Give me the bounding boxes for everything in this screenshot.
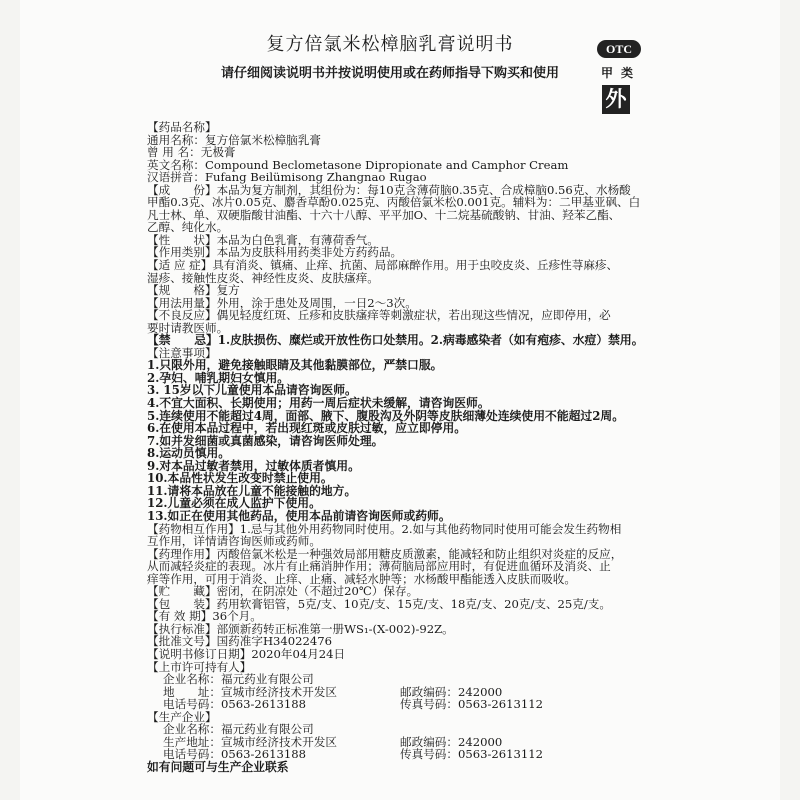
line-text: 生产地址：宣城市经济技术开发区 xyxy=(163,734,337,749)
line-text: 如有问题可与生产企业联系 xyxy=(147,759,289,774)
line-text: 【有 效 期】36个月。 xyxy=(147,609,262,624)
line-text: 11.请将本品放在儿童不能接触的地方。 xyxy=(147,483,357,498)
line-text: 7.如并发细菌或真菌感染，请咨询医师处理。 xyxy=(147,433,384,448)
line-text: 【生产企业】 xyxy=(147,709,217,724)
line-text: 【药品名称】 xyxy=(147,120,217,134)
line-text: 2.孕妇、哺乳期妇女慎用。 xyxy=(147,370,290,385)
line-text: 【禁 忌】1.皮肤损伤、糜烂或开放性伤口处禁用。2.病毒感染者（如有疱疹、水痘）禁用。 xyxy=(147,333,644,348)
line-text: 【说明书修订日期】2020年04月24日 xyxy=(147,646,346,661)
line-text: 英文名称：Compound Beclometasone Dipropionate and Camphor Cream xyxy=(147,157,569,172)
line-text: 乙醇、纯化水。 xyxy=(147,220,229,235)
line-text: 6.在使用本品过程中，若出现红斑或皮肤过敏，应立即停用。 xyxy=(147,421,467,436)
line-text: 8.运动员慎用。 xyxy=(147,446,231,461)
line-text: 地 址：宣城市经济技术开发区 xyxy=(163,684,337,699)
line-text: 【性 状】本品为白色乳膏，有薄荷香气。 xyxy=(147,232,379,247)
line-text: 电话号码：0563-2613188 xyxy=(163,747,307,762)
line-text: 企业名称：福元药业有限公司 xyxy=(163,672,314,687)
line-text: 【适 应 症】具有消炎、镇痛、止痒、抗菌、局部麻醉作用。用于虫咬皮炎、丘疹性荨麻疹、 xyxy=(147,258,619,273)
text-line xyxy=(147,698,667,711)
line-text: 企业名称：福元药业有限公司 xyxy=(163,722,314,737)
line-text: 电话号码：0563-2613188 xyxy=(163,697,307,712)
leaflet-page xyxy=(20,0,780,800)
line-text: 互作用，详情请咨询医师或药师。 xyxy=(147,534,321,549)
line-right-text: 邮政编码：242000 xyxy=(400,734,503,749)
line-text: 【药理作用】丙酸倍氯米松是一种强效局部用糖皮质激素，能减轻和防止组织对炎症的反应， xyxy=(147,546,623,561)
line-right-text: 传真号码：0563-2613112 xyxy=(400,697,544,712)
line-text: 【批准文号】国药准字H34022476 xyxy=(147,634,333,649)
line-text: 4.不宜大面积、长期使用；用药一周后症状未缓解，请咨询医师。 xyxy=(147,396,490,411)
otc-class-label: 甲类 xyxy=(600,66,641,80)
line-text: 【注意事项】 xyxy=(147,345,217,360)
text-line xyxy=(147,761,667,774)
line-text: 1.只限外用，避免接触眼睛及其他黏膜部位，严禁口服。 xyxy=(147,358,443,373)
line-text: 曾 用 名：无极膏 xyxy=(147,145,236,160)
line-text: 【成 份】本品为复方制剂，其组份为：每10克含薄荷脑0.35克、合成樟脑0.56克、水杨酸 xyxy=(147,182,631,197)
line-text: 痒等作用，可用于消炎、止痒、止痛、减轻水肿等；水杨酸甲酯能透入皮肤而吸收。 xyxy=(147,571,576,586)
line-text: 10.本品性状发生改变时禁止使用。 xyxy=(147,471,333,486)
line-text: 【用法用量】外用，涂于患处及周围，一日2～3次。 xyxy=(147,295,417,310)
line-text: 12.儿童必须在成人监护下使用。 xyxy=(147,496,321,511)
line-text: 要时请教医师。 xyxy=(147,320,229,335)
line-text: 【上市许可持有人】 xyxy=(147,659,252,674)
line-text: 13.如正在使用其他药品，使用本品前请咨询医师或药师。 xyxy=(147,508,451,523)
document-title: 复方倍氯米松樟脑乳膏说明书 xyxy=(266,34,514,55)
line-text: 汉语拼音：Fufang Beilümisong Zhangnao Rugao xyxy=(147,170,427,185)
text-line xyxy=(147,334,667,347)
line-text: 甲酯0.3克、冰片0.05克、麝香草酚0.025克、丙酸倍氯米松0.001克。辅料为：二甲基亚砜、白 xyxy=(147,195,641,210)
line-text: 湿疹、接触性皮炎、神经性皮炎、皮肤瘙痒。 xyxy=(147,270,379,285)
line-text: 【药物相互作用】1.忌与其他外用药物同时使用。2.如与其他药物同时使用可能会发生药物相 xyxy=(147,521,622,536)
leaflet-body xyxy=(147,121,667,773)
line-text: 【贮 藏】密闭，在阴凉处（不超过20℃）保存。 xyxy=(147,584,419,599)
line-right-text: 传真号码：0563-2613112 xyxy=(400,747,544,762)
line-text: 3. 15岁以下儿童使用本品请咨询医师。 xyxy=(147,383,357,398)
line-text: 从而减轻炎症的表现。冰片有止痛消肿作用；薄荷脑局部应用时，有促进血循环及消炎、止 xyxy=(147,559,611,574)
line-text: 【规 格】复方 xyxy=(147,283,240,298)
line-text: 凡士林、单、双硬脂酸甘油酯、十六十八醇、平平加O、十二烷基硫酸钠、甘油、羟苯乙酯、 xyxy=(147,207,621,222)
line-text: 通用名称：复方倍氯米松樟脑乳膏 xyxy=(147,132,321,147)
line-text: 【包 装】药用软膏铝管，5克/支、10克/支、15克/支、18克/支、20克/支、25克/支。 xyxy=(147,596,611,611)
document-subtitle: 请仔细阅读说明书并按说明使用或在药师指导下购买和使用 xyxy=(220,66,559,81)
line-text: 【执行标准】部颁新药转正标准第一册WS₁-(X-002)-92Z。 xyxy=(147,621,454,636)
line-text: 【作用类别】本品为皮肤科用药类非处方药药品。 xyxy=(147,245,403,260)
line-text: 【不良反应】偶见轻度红斑、丘疹和皮肤瘙痒等刺激症状，若出现这些情况，应即停用，必 xyxy=(147,308,611,323)
line-text: 5.连续使用不能超过4周，面部、腋下、腹股沟及外阴等皮肤细薄处连续使用不能超过2周。 xyxy=(147,408,625,423)
line-text: 9.对本品过敏者禁用，过敏体质者慎用。 xyxy=(147,458,360,473)
otc-badge: OTC xyxy=(597,40,641,58)
line-right-text: 邮政编码：242000 xyxy=(400,684,503,699)
external-use-mark: 外 xyxy=(602,85,630,114)
